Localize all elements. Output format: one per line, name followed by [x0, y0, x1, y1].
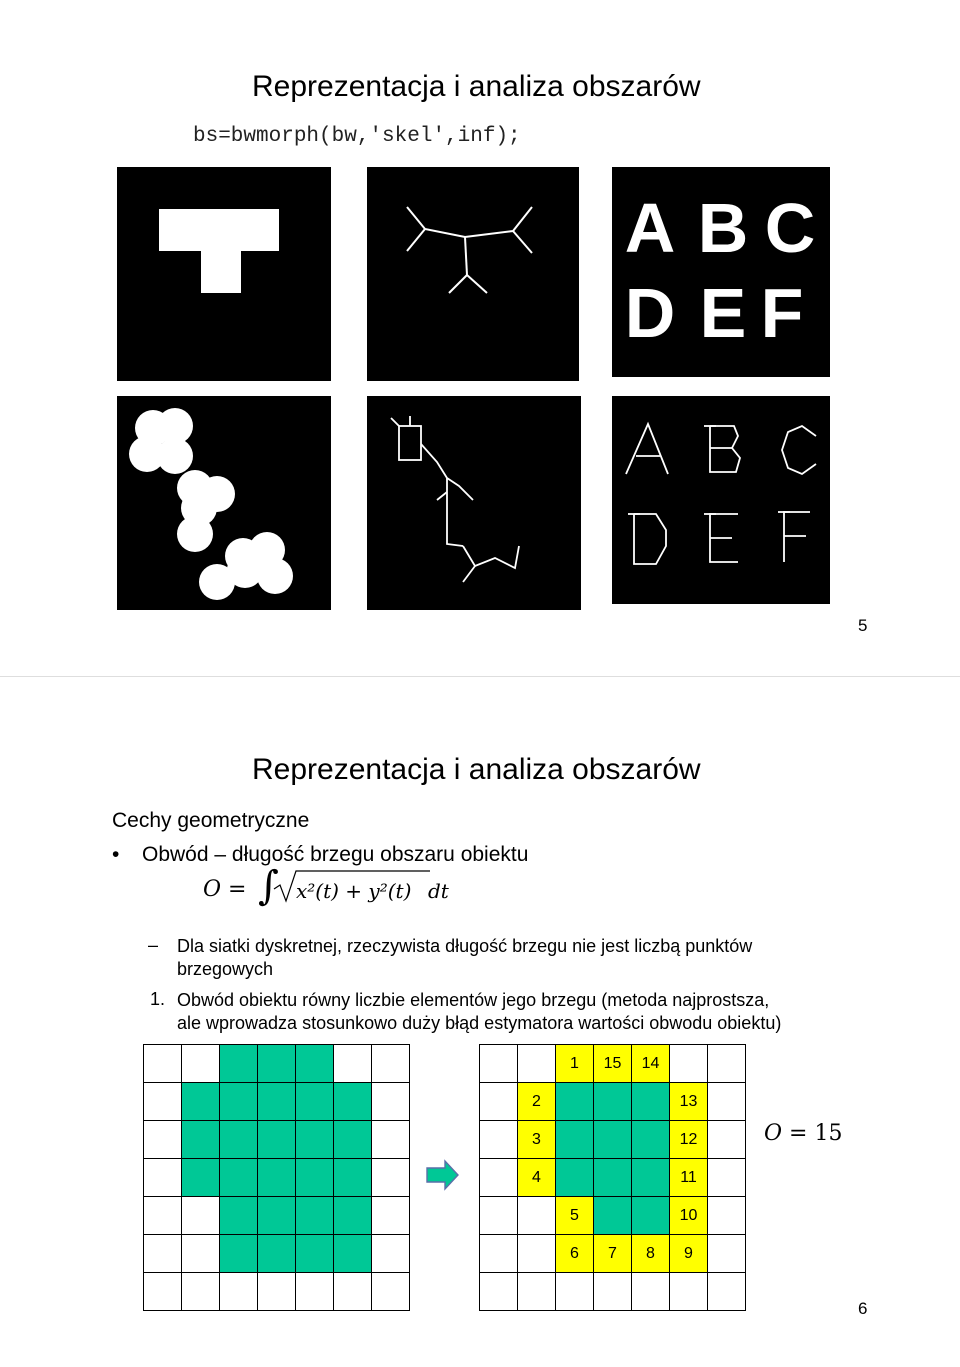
border-cell: 13 — [670, 1083, 708, 1121]
subpoint-line-2: brzegowych — [177, 959, 274, 979]
empty-cell — [296, 1273, 334, 1311]
empty-cell — [182, 1197, 220, 1235]
grid-row — [480, 1273, 746, 1311]
object-cell — [258, 1197, 296, 1235]
result-lhs: O = — [764, 1121, 808, 1146]
pixel-grid-border — [479, 1044, 746, 1311]
empty-cell — [372, 1235, 410, 1273]
object-cell — [258, 1235, 296, 1273]
object-cell — [556, 1083, 594, 1121]
empty-cell — [372, 1273, 410, 1311]
letter-b: B — [697, 189, 749, 267]
object-cell — [632, 1197, 670, 1235]
grid-row — [480, 1083, 746, 1121]
empty-cell — [144, 1083, 182, 1121]
empty-cell — [182, 1235, 220, 1273]
border-cell: 1 — [556, 1045, 594, 1083]
grid-row — [144, 1083, 410, 1121]
page-number: 6 — [858, 1299, 868, 1318]
object-cell — [334, 1121, 372, 1159]
empty-cell — [144, 1121, 182, 1159]
empty-cell — [518, 1273, 556, 1311]
empty-cell — [372, 1197, 410, 1235]
item-line-2: ale wprowadza stosunkowo duży błąd estymatora wartości obwodu obiektu) — [177, 1013, 782, 1033]
circles-skeleton-image — [367, 396, 581, 610]
empty-cell — [372, 1045, 410, 1083]
object-cell — [334, 1083, 372, 1121]
object-cell — [220, 1197, 258, 1235]
empty-cell — [670, 1045, 708, 1083]
empty-cell — [632, 1273, 670, 1311]
empty-cell — [670, 1273, 708, 1311]
empty-cell — [372, 1159, 410, 1197]
empty-cell — [258, 1273, 296, 1311]
object-cell — [632, 1121, 670, 1159]
empty-cell — [518, 1197, 556, 1235]
object-cell — [220, 1159, 258, 1197]
object-cell — [632, 1083, 670, 1121]
dash-marker: – — [148, 935, 159, 955]
empty-cell — [144, 1045, 182, 1083]
empty-cell — [708, 1045, 746, 1083]
empty-cell — [480, 1159, 518, 1197]
object-cell — [556, 1121, 594, 1159]
border-cell: 11 — [670, 1159, 708, 1197]
object-cell — [296, 1235, 334, 1273]
empty-cell — [480, 1235, 518, 1273]
object-cell — [182, 1121, 220, 1159]
object-cell — [296, 1197, 334, 1235]
object-cell — [220, 1121, 258, 1159]
object-cell — [220, 1045, 258, 1083]
formula-lhs: O = — [203, 877, 247, 902]
grid-row — [480, 1045, 746, 1083]
grid-row — [144, 1045, 410, 1083]
empty-cell — [480, 1197, 518, 1235]
t-skeleton-image — [367, 167, 579, 381]
object-cell — [632, 1159, 670, 1197]
empty-cell — [480, 1083, 518, 1121]
slide-6 — [0, 683, 960, 1367]
border-cell: 6 — [556, 1235, 594, 1273]
empty-cell — [144, 1159, 182, 1197]
integral-sign: ∫ — [258, 863, 279, 909]
empty-cell — [220, 1273, 258, 1311]
letter-d: D — [624, 274, 676, 352]
grid-row — [144, 1121, 410, 1159]
empty-cell — [480, 1045, 518, 1083]
bullet-marker: • — [112, 843, 120, 866]
letter-f: F — [760, 274, 804, 352]
grid-row — [144, 1197, 410, 1235]
object-cell — [258, 1159, 296, 1197]
empty-cell — [594, 1273, 632, 1311]
empty-cell — [144, 1235, 182, 1273]
empty-cell — [708, 1083, 746, 1121]
empty-cell — [556, 1273, 594, 1311]
empty-cell — [372, 1121, 410, 1159]
border-cell: 8 — [632, 1235, 670, 1273]
letters-image — [612, 167, 830, 377]
grid-row — [480, 1121, 746, 1159]
empty-cell — [182, 1045, 220, 1083]
object-cell — [556, 1159, 594, 1197]
perimeter-result — [764, 1121, 842, 1146]
pixel-grid-object — [143, 1044, 410, 1311]
object-cell — [296, 1083, 334, 1121]
object-cell — [296, 1159, 334, 1197]
formula-body: x²(t) + y²(t) — [296, 879, 412, 903]
object-cell — [258, 1045, 296, 1083]
object-cell — [594, 1121, 632, 1159]
object-cell — [220, 1083, 258, 1121]
border-cell: 7 — [594, 1235, 632, 1273]
empty-cell — [708, 1273, 746, 1311]
formula-dt: dt — [428, 879, 449, 903]
border-cell: 15 — [594, 1045, 632, 1083]
grid-row — [144, 1235, 410, 1273]
object-cell — [258, 1083, 296, 1121]
arrow-right-icon — [425, 1158, 459, 1192]
bullet-text: Obwód – długość brzegu obszaru obiektu — [142, 843, 529, 866]
object-cell — [296, 1121, 334, 1159]
page-number: 5 — [858, 616, 868, 635]
grid-row — [144, 1273, 410, 1311]
result-value: 15 — [814, 1121, 843, 1146]
empty-cell — [708, 1159, 746, 1197]
border-cell: 5 — [556, 1197, 594, 1235]
letters-skeleton-image — [612, 396, 830, 604]
object-cell — [220, 1235, 258, 1273]
empty-cell — [334, 1273, 372, 1311]
empty-cell — [480, 1273, 518, 1311]
object-cell — [334, 1197, 372, 1235]
object-cell — [594, 1159, 632, 1197]
border-cell: 3 — [518, 1121, 556, 1159]
grid-row — [480, 1235, 746, 1273]
object-cell — [594, 1197, 632, 1235]
letter-c: C — [764, 189, 816, 267]
empty-cell — [372, 1083, 410, 1121]
circles-image — [117, 396, 331, 610]
border-cell: 2 — [518, 1083, 556, 1121]
empty-cell — [708, 1121, 746, 1159]
border-cell: 9 — [670, 1235, 708, 1273]
object-cell — [334, 1235, 372, 1273]
empty-cell — [480, 1121, 518, 1159]
grid-row — [144, 1159, 410, 1197]
empty-cell — [708, 1197, 746, 1235]
empty-cell — [518, 1045, 556, 1083]
slide-5 — [0, 0, 960, 675]
perimeter-formula — [203, 877, 246, 902]
border-cell: 14 — [632, 1045, 670, 1083]
empty-cell — [334, 1045, 372, 1083]
object-cell — [594, 1083, 632, 1121]
border-cell: 12 — [670, 1121, 708, 1159]
empty-cell — [708, 1235, 746, 1273]
empty-cell — [518, 1235, 556, 1273]
empty-cell — [144, 1273, 182, 1311]
grid-row — [480, 1159, 746, 1197]
empty-cell — [182, 1273, 220, 1311]
t-shape-image — [117, 167, 331, 381]
matlab-code: bs=bwmorph(bw,'skel',inf); — [193, 125, 521, 148]
letter-a: A — [624, 189, 676, 267]
object-cell — [182, 1159, 220, 1197]
slide-title: Reprezentacja i analiza obszarów — [252, 753, 701, 786]
object-cell — [258, 1121, 296, 1159]
page-separator — [0, 676, 960, 677]
object-cell — [296, 1045, 334, 1083]
letter-e: E — [699, 274, 747, 352]
section-heading: Cechy geometryczne — [112, 809, 310, 832]
slide-title: Reprezentacja i analiza obszarów — [252, 70, 701, 103]
item-line-1: Obwód obiektu równy liczbie elementów jego brzegu (metoda najprostsza, — [177, 990, 770, 1010]
item-number: 1. — [150, 989, 166, 1009]
empty-cell — [144, 1197, 182, 1235]
subpoint-line-1: Dla siatki dyskretnej, rzeczywista długość brzegu nie jest liczbą punktów — [177, 936, 753, 956]
bullet-item — [112, 843, 528, 867]
grid-row — [480, 1197, 746, 1235]
object-cell — [182, 1083, 220, 1121]
object-cell — [334, 1159, 372, 1197]
border-cell: 4 — [518, 1159, 556, 1197]
border-cell: 10 — [670, 1197, 708, 1235]
